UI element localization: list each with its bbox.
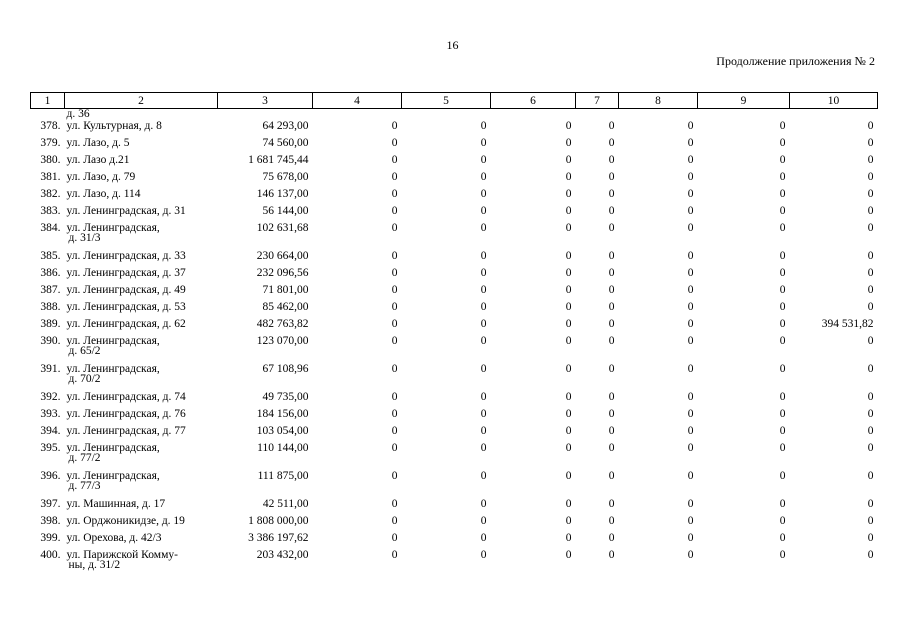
header-col-7: 7	[576, 93, 619, 109]
cell-col-7: 0	[608, 137, 615, 149]
cell-col-10: 0	[867, 188, 874, 200]
cell-col-6: 0	[565, 442, 572, 454]
row-number: 385.	[40, 250, 61, 262]
row-address	[65, 364, 218, 392]
table-row	[31, 533, 878, 550]
address-line: д. 31/3	[68, 232, 101, 244]
cell-col-4: 0	[391, 205, 398, 217]
address-line: ул. Лазо, д. 5	[66, 137, 130, 149]
cell-col-3: 67 108,96	[262, 363, 309, 375]
address-line: ул. Ленинградская,	[66, 335, 160, 347]
cell-col-5: 0	[480, 188, 487, 200]
cell-col-4: 0	[391, 442, 398, 454]
cell-col-5: 0	[480, 498, 487, 510]
cell-col-9: 0	[779, 137, 786, 149]
cell-col-6: 0	[565, 408, 572, 420]
address-line: д. 77/2	[68, 452, 101, 464]
row-number: 379.	[40, 137, 61, 149]
cell-col-6: 0	[565, 532, 572, 544]
cell-col-8: 0	[687, 250, 694, 262]
table-row	[31, 471, 878, 499]
cell-col-7: 0	[608, 250, 615, 262]
cell-col-7: 0	[608, 154, 615, 166]
cell-col-9: 0	[779, 120, 786, 132]
continuation-address: д. 36	[66, 108, 90, 120]
cell-col-5: 0	[480, 335, 487, 347]
cell-col-7: 0	[608, 470, 615, 482]
row-number: 397.	[40, 498, 61, 510]
cell-col-6: 0	[565, 284, 572, 296]
cell-col-7: 0	[608, 363, 615, 375]
continuation-label: Продолжение приложения № 2	[716, 54, 875, 68]
cell-col-3: 482 763,82	[256, 318, 309, 330]
cell-col-8: 0	[687, 154, 694, 166]
address-line: ул. Орджоникидзе, д. 19	[66, 515, 185, 527]
row-number: 400.	[40, 549, 61, 561]
cell-col-6: 0	[565, 425, 572, 437]
cell-col-5: 0	[480, 154, 487, 166]
cell-col-6: 0	[565, 222, 572, 234]
row-address	[65, 189, 218, 206]
table-row	[31, 516, 878, 533]
cell-col-6: 0	[565, 205, 572, 217]
address-line: д. 70/2	[68, 373, 101, 385]
table-row	[31, 550, 878, 578]
address-line: д. 65/2	[68, 345, 101, 357]
header-col-4: 4	[313, 93, 402, 109]
cell-col-5: 0	[480, 470, 487, 482]
row-address	[65, 426, 218, 443]
cell-col-7: 0	[608, 205, 615, 217]
cell-col-7: 0	[608, 391, 615, 403]
row-number: 384.	[40, 222, 61, 234]
cell-col-3: 1 808 000,00	[248, 515, 309, 527]
cell-col-7: 0	[608, 222, 615, 234]
table-row	[31, 285, 878, 302]
cell-col-5: 0	[480, 391, 487, 403]
cell-col-7: 0	[608, 267, 615, 279]
cell-col-8: 0	[687, 470, 694, 482]
cell-col-6: 0	[565, 549, 572, 561]
cell-col-9: 0	[779, 498, 786, 510]
cell-col-7: 0	[608, 425, 615, 437]
row-number: 382.	[40, 188, 61, 200]
address-line: ул. Орехова, д. 42/3	[66, 532, 162, 544]
cell-col-9: 0	[779, 549, 786, 561]
cell-col-10: 0	[867, 335, 874, 347]
cell-col-8: 0	[687, 284, 694, 296]
table-row	[31, 426, 878, 443]
address-line: д. 77/3	[68, 480, 101, 492]
cell-col-4: 0	[391, 222, 398, 234]
cell-col-9: 0	[779, 222, 786, 234]
cell-col-4: 0	[391, 171, 398, 183]
table-row	[31, 121, 878, 138]
cell-col-7: 0	[608, 284, 615, 296]
cell-col-4: 0	[391, 154, 398, 166]
cell-col-8: 0	[687, 137, 694, 149]
cell-col-9: 0	[779, 470, 786, 482]
header-col-9: 9	[698, 93, 790, 109]
cell-col-5: 0	[480, 301, 487, 313]
row-address	[65, 392, 218, 409]
row-address	[65, 443, 218, 471]
address-line: ул. Ленинградская, д. 77	[66, 425, 186, 437]
cell-col-3: 3 386 197,62	[248, 532, 309, 544]
cell-col-5: 0	[480, 267, 487, 279]
cell-col-4: 0	[391, 120, 398, 132]
cell-col-6: 0	[565, 498, 572, 510]
cell-col-6: 0	[565, 515, 572, 527]
header-col-1: 1	[31, 93, 65, 109]
header-col-6: 6	[491, 93, 576, 109]
cell-col-7: 0	[608, 318, 615, 330]
cell-col-3: 74 560,00	[262, 137, 309, 149]
cell-col-6: 0	[565, 301, 572, 313]
address-line: ул. Машинная, д. 17	[66, 498, 166, 510]
row-address	[65, 138, 218, 155]
cell-col-10: 394 531,82	[821, 318, 874, 330]
cell-col-3: 203 432,00	[256, 549, 309, 561]
table-row	[31, 364, 878, 392]
row-address	[65, 285, 218, 302]
cell-col-3: 146 137,00	[256, 188, 309, 200]
header-col-2: 2	[65, 93, 218, 109]
cell-col-3: 232 096,56	[256, 267, 309, 279]
row-number: 383.	[40, 205, 61, 217]
cell-col-8: 0	[687, 335, 694, 347]
cell-col-8: 0	[687, 120, 694, 132]
cell-col-8: 0	[687, 408, 694, 420]
address-line: ул. Ленинградская,	[66, 363, 160, 375]
cell-col-7: 0	[608, 442, 615, 454]
address-line: ул. Парижской Комму-	[66, 549, 178, 561]
address-line: ул. Ленинградская, д. 49	[66, 284, 186, 296]
cell-col-9: 0	[779, 318, 786, 330]
cell-col-8: 0	[687, 301, 694, 313]
table-row	[31, 409, 878, 426]
cell-col-4: 0	[391, 284, 398, 296]
address-line: ул. Ленинградская, д. 37	[66, 267, 186, 279]
row-number: 391.	[40, 363, 61, 375]
header-col-3: 3	[218, 93, 313, 109]
row-number: 394.	[40, 425, 61, 437]
cell-col-9: 0	[779, 391, 786, 403]
table-row	[31, 206, 878, 223]
cell-col-5: 0	[480, 120, 487, 132]
address-line: ул. Ленинградская,	[66, 442, 160, 454]
row-number: 390.	[40, 335, 61, 347]
cell-col-8: 0	[687, 391, 694, 403]
table-row	[31, 319, 878, 336]
cell-col-8: 0	[687, 318, 694, 330]
cell-col-6: 0	[565, 188, 572, 200]
cell-col-10: 0	[867, 301, 874, 313]
cell-col-5: 0	[480, 205, 487, 217]
row-number: 386.	[40, 267, 61, 279]
cell-col-4: 0	[391, 363, 398, 375]
row-address	[65, 268, 218, 285]
cell-col-9: 0	[779, 154, 786, 166]
cell-col-4: 0	[391, 408, 398, 420]
cell-col-7: 0	[608, 549, 615, 561]
cell-col-3: 103 054,00	[256, 425, 309, 437]
cell-col-7: 0	[608, 171, 615, 183]
cell-col-9: 0	[779, 205, 786, 217]
cell-col-6: 0	[565, 120, 572, 132]
row-address	[65, 336, 218, 364]
cell-col-5: 0	[480, 363, 487, 375]
cell-col-9: 0	[779, 408, 786, 420]
cell-col-4: 0	[391, 250, 398, 262]
row-address	[65, 409, 218, 426]
table-row	[31, 189, 878, 206]
cell-col-4: 0	[391, 301, 398, 313]
cell-col-3: 110 144,00	[257, 442, 309, 454]
cell-col-4: 0	[391, 498, 398, 510]
cell-col-3: 56 144,00	[262, 205, 309, 217]
cell-col-5: 0	[480, 549, 487, 561]
cell-col-10: 0	[867, 515, 874, 527]
cell-col-7: 0	[608, 301, 615, 313]
table-body	[31, 109, 878, 579]
table-row	[31, 443, 878, 471]
address-line: ул. Культурная, д. 8	[66, 120, 162, 132]
row-number: 381.	[40, 171, 61, 183]
appendix-table	[30, 92, 878, 578]
cell-col-10: 0	[867, 222, 874, 234]
cell-col-9: 0	[779, 442, 786, 454]
cell-col-8: 0	[687, 442, 694, 454]
cell-col-9: 0	[779, 188, 786, 200]
cell-col-4: 0	[391, 335, 398, 347]
cell-col-6: 0	[565, 137, 572, 149]
cell-col-9: 0	[779, 425, 786, 437]
row-address	[65, 302, 218, 319]
cell-col-7: 0	[608, 498, 615, 510]
row-address	[65, 516, 218, 533]
cell-col-9: 0	[779, 267, 786, 279]
cell-col-10: 0	[867, 363, 874, 375]
row-address	[65, 533, 218, 550]
cell-col-9: 0	[779, 515, 786, 527]
cell-col-4: 0	[391, 188, 398, 200]
cell-col-10: 0	[867, 470, 874, 482]
cell-col-3: 111 875,00	[257, 470, 309, 482]
row-number: 398.	[40, 515, 61, 527]
cell-col-10: 0	[867, 532, 874, 544]
row-address	[65, 550, 218, 578]
cell-col-7: 0	[608, 188, 615, 200]
row-address	[65, 319, 218, 336]
cell-col-10: 0	[867, 205, 874, 217]
row-address	[65, 471, 218, 499]
cell-col-8: 0	[687, 171, 694, 183]
header-col-5: 5	[402, 93, 491, 109]
cell-col-3: 71 801,00	[262, 284, 309, 296]
row-address	[65, 251, 218, 268]
cell-col-9: 0	[779, 532, 786, 544]
cell-col-5: 0	[480, 250, 487, 262]
address-line: ул. Ленинградская, д. 31	[66, 205, 186, 217]
cell-col-10: 0	[867, 120, 874, 132]
row-number: 389.	[40, 318, 61, 330]
address-line: ул. Ленинградская, д. 53	[66, 301, 186, 313]
address-line: ул. Лазо д.21	[66, 154, 130, 166]
row-number: 387.	[40, 284, 61, 296]
cell-col-7: 0	[608, 335, 615, 347]
cell-col-8: 0	[687, 532, 694, 544]
cell-col-5: 0	[480, 137, 487, 149]
table-row	[31, 499, 878, 516]
cell-col-9: 0	[779, 284, 786, 296]
address-line: ул. Лазо, д. 114	[66, 188, 141, 200]
row-number: 378.	[40, 120, 61, 132]
cell-col-4: 0	[391, 515, 398, 527]
cell-col-8: 0	[687, 498, 694, 510]
cell-col-5: 0	[480, 284, 487, 296]
row-number: 388.	[40, 301, 61, 313]
cell-col-10: 0	[867, 267, 874, 279]
cell-col-6: 0	[565, 318, 572, 330]
cell-col-6: 0	[565, 250, 572, 262]
cell-col-8: 0	[687, 363, 694, 375]
address-line: ул. Ленинградская, д. 33	[66, 250, 186, 262]
table-row	[31, 336, 878, 364]
cell-col-9: 0	[779, 171, 786, 183]
cell-col-3: 85 462,00	[262, 301, 309, 313]
cell-col-3: 64 293,00	[262, 120, 309, 132]
cell-col-7: 0	[608, 515, 615, 527]
cell-col-4: 0	[391, 137, 398, 149]
cell-col-9: 0	[779, 250, 786, 262]
cell-col-10: 0	[867, 391, 874, 403]
address-line: ул. Ленинградская, д. 74	[66, 391, 186, 403]
cell-col-10: 0	[867, 408, 874, 420]
cell-col-4: 0	[391, 549, 398, 561]
cell-col-5: 0	[480, 425, 487, 437]
row-number: 392.	[40, 391, 61, 403]
cell-col-3: 184 156,00	[256, 408, 309, 420]
cell-col-4: 0	[391, 318, 398, 330]
cell-col-10: 0	[867, 442, 874, 454]
row-number: 380.	[40, 154, 61, 166]
cell-col-6: 0	[565, 171, 572, 183]
cell-col-5: 0	[480, 515, 487, 527]
row-address	[65, 499, 218, 516]
cell-col-8: 0	[687, 267, 694, 279]
cell-col-4: 0	[391, 391, 398, 403]
row-number: 395.	[40, 442, 61, 454]
cell-col-6: 0	[565, 335, 572, 347]
row-address	[65, 121, 218, 138]
cell-col-9: 0	[779, 363, 786, 375]
cell-col-10: 0	[867, 137, 874, 149]
cell-col-10: 0	[867, 284, 874, 296]
table-row	[31, 155, 878, 172]
row-address	[65, 206, 218, 223]
cell-col-8: 0	[687, 205, 694, 217]
cell-col-10: 0	[867, 498, 874, 510]
cell-col-7: 0	[608, 120, 615, 132]
row-number: 399.	[40, 532, 61, 544]
cell-col-5: 0	[480, 318, 487, 330]
address-line: ул. Ленинградская, д. 62	[66, 318, 186, 330]
cell-col-4: 0	[391, 532, 398, 544]
cell-col-8: 0	[687, 425, 694, 437]
row-number: 393.	[40, 408, 61, 420]
cell-col-6: 0	[565, 154, 572, 166]
cell-col-8: 0	[687, 222, 694, 234]
cell-col-7: 0	[608, 408, 615, 420]
cell-col-10: 0	[867, 425, 874, 437]
cell-col-3: 123 070,00	[256, 335, 309, 347]
cell-col-5: 0	[480, 408, 487, 420]
cell-col-4: 0	[391, 267, 398, 279]
cell-col-6: 0	[565, 391, 572, 403]
cell-col-6: 0	[565, 267, 572, 279]
table-row	[31, 268, 878, 285]
cell-col-5: 0	[480, 222, 487, 234]
address-line: ул. Лазо, д. 79	[66, 171, 136, 183]
header-row	[31, 93, 878, 109]
cell-col-10: 0	[867, 250, 874, 262]
cell-col-6: 0	[565, 470, 572, 482]
cell-col-5: 0	[480, 532, 487, 544]
cell-col-4: 0	[391, 425, 398, 437]
cell-col-3: 102 631,68	[256, 222, 309, 234]
cell-col-4: 0	[391, 470, 398, 482]
table-row	[31, 302, 878, 319]
row-address	[65, 223, 218, 251]
cell-col-5: 0	[480, 171, 487, 183]
cell-col-3: 1 681 745,44	[248, 154, 309, 166]
table-row	[31, 138, 878, 155]
cell-col-8: 0	[687, 549, 694, 561]
table-row	[31, 392, 878, 409]
cell-col-9: 0	[779, 335, 786, 347]
address-line: ул. Ленинградская,	[66, 470, 160, 482]
page-number: 16	[446, 38, 459, 52]
cell-col-7: 0	[608, 532, 615, 544]
address-line: ул. Ленинградская,	[66, 222, 160, 234]
row-address	[65, 155, 218, 172]
header-col-8: 8	[619, 93, 698, 109]
cell-col-9: 0	[779, 301, 786, 313]
cell-col-3: 230 664,00	[256, 250, 309, 262]
cell-col-10: 0	[867, 154, 874, 166]
address-line: ул. Ленинградская, д. 76	[66, 408, 186, 420]
cell-col-6: 0	[565, 363, 572, 375]
cell-col-3: 42 511,00	[262, 498, 309, 510]
table-row	[31, 172, 878, 189]
header-col-10: 10	[790, 93, 878, 109]
cell-col-5: 0	[480, 442, 487, 454]
cell-col-10: 0	[867, 549, 874, 561]
table-row	[31, 251, 878, 268]
row-number: 396.	[40, 470, 61, 482]
address-line: ны, д. 31/2	[68, 559, 121, 571]
cell-col-8: 0	[687, 515, 694, 527]
cell-col-3: 75 678,00	[262, 171, 309, 183]
table-row	[31, 223, 878, 251]
cell-col-10: 0	[867, 171, 874, 183]
cell-col-8: 0	[687, 188, 694, 200]
row-address	[65, 172, 218, 189]
cell-col-3: 49 735,00	[262, 391, 309, 403]
